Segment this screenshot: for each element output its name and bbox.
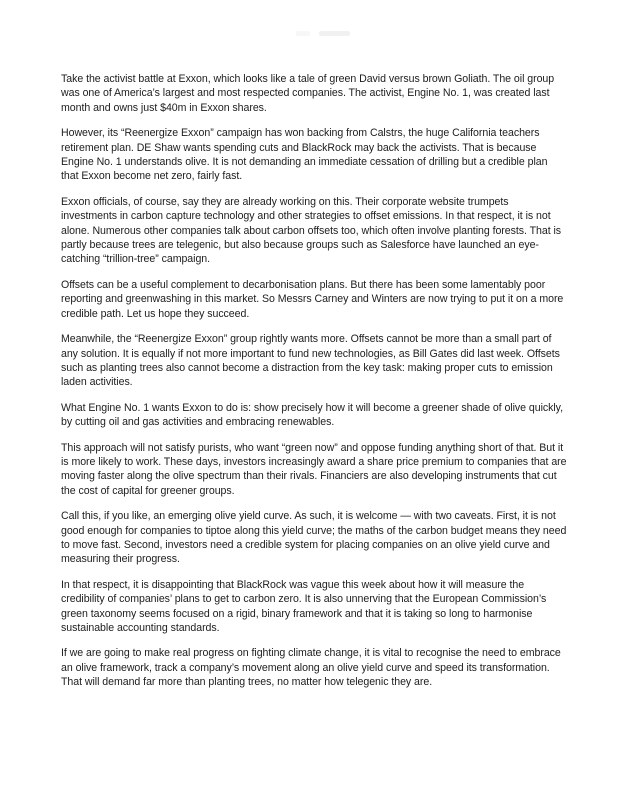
paragraph-approach-purists: This approach will not satisfy purists, who want “green now” and oppose funding anything short of that. But it is more likely to work. These days, investors increasingly award a share price premium to companies that are moving faster along the olive spectrum than their rivals. Financiers are also developing instruments that cut the cost of capital for greener groups. [61, 441, 567, 497]
paragraph-meanwhile-group: Meanwhile, the “Reenergize Exxon” group rightly wants more. Offsets cannot be more than a small part of any solution. It is equally if not more important to fund new technologies, as Bill Gates did last week. Offsets such as planting trees also cannot become a distraction from the key task: making proper cuts to emission laden activities. [61, 333, 560, 389]
paragraph-exxon-activist-battle: Take the activist battle at Exxon, which looks like a tale of green David versus brown Goliath. The oil group was one of America’s largest and most respected companies. The activist, Engine No. 1, was created last month and owns just $40m in Exxon shares. [61, 73, 555, 114]
paragraph-what-engine-wants: What Engine No. 1 wants Exxon to do is: show precisely how it will become a greener shade of olive quickly, by cutting oil and gas activities and embracing renewables. [61, 401, 564, 429]
paragraph-offsets-complement: Offsets can be a useful complement to decarbonisation plans. But there has been some lamentably poor reporting and greenwashing in this market. So Messrs Carney and Winters are now trying to put it on a more credible path. Let us hope they succeed. [61, 278, 564, 320]
paragraph-blackrock-vague: In that respect, it is disappointing that BlackRock was vague this week about how it will measure the credibility of companies’ plans to get to carbon zero. It is also unnerving that the European Commission’s green taxonomy seems focused on a rigid, binary framework and that it is taking so long to harmonise sustainable accounting standards. [61, 578, 547, 634]
paragraph-exxon-officials: Exxon officials, of course, say they are already working on this. Their corporate website trumpets investments in carbon capture technology and other strategies to offset emissions. In that respect, it is not alone. Numerous other companies talk about carbon offsets too, which often involve planting forests. That is partly because trees are telegenic, but also because groups such as Salesforce have launched an eye-catching “trillion-tree” campaign. [61, 195, 562, 266]
paragraph-real-progress: If we are going to make real progress on fighting climate change, it is vital to recognise the need to embrace an olive framework, track a company’s movement along an olive yield curve and speed its transformation. That will demand far more than planting trees, no matter how telegenic they are. [61, 647, 561, 689]
paragraph-olive-yield-curve: Call this, if you like, an emerging olive yield curve. As such, it is welcome — with two caveats. First, it is not good enough for companies to tiptoe along this yield curve; the maths of the carbon budget means they need to move fast. Second, investors need a credible system for placing companies on an olive yield curve and measuring their progress. [61, 510, 567, 566]
faint-smudge [319, 31, 350, 36]
faint-smudge [296, 31, 310, 36]
article-body [61, 72, 567, 701]
paragraph-reenergize-campaign: However, its “Reenergize Exxon” campaign has won backing from Calstrs, the huge California teachers retirement plan. DE Shaw wants spending cuts and BlackRock may back the activists. That is because Engine No. 1 understands olive. It is not demanding an immediate cessation of drilling but a credible plan that Exxon become net zero, fairly fast. [61, 127, 548, 183]
faint-header-artifact [296, 31, 350, 38]
